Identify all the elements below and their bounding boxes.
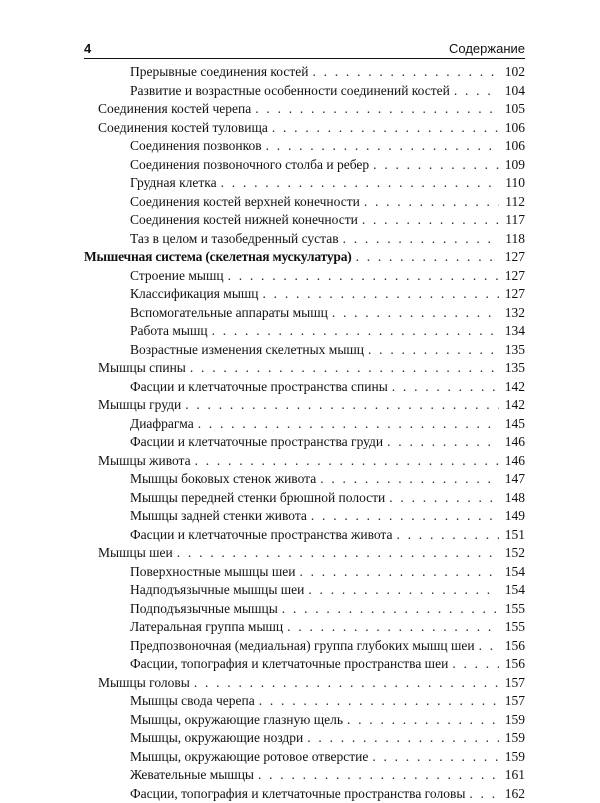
toc-entry[interactable] [84, 452, 525, 471]
toc-entry-title: Фасции и клетчаточные пространства спины [130, 378, 388, 397]
toc-entry[interactable] [84, 378, 525, 397]
toc-entry-page: 135 [503, 359, 525, 378]
dot-leader [373, 156, 499, 175]
toc-entry-page: 110 [503, 174, 525, 193]
toc-entry[interactable] [84, 415, 525, 434]
dot-leader [255, 100, 499, 119]
section-title: Содержание [449, 42, 525, 56]
toc-entry-title: Мышцы, окружающие ротовое отверстие [130, 748, 368, 767]
toc-entry-page: 147 [503, 470, 525, 489]
toc-entry-page: 106 [503, 137, 525, 156]
toc-entry-title: Прерывные соединения костей [130, 63, 308, 82]
dot-leader [185, 396, 499, 415]
toc-entry[interactable] [84, 433, 525, 452]
toc-entry-page: 157 [503, 692, 525, 711]
toc-entry-page: 156 [503, 655, 525, 674]
toc-entry[interactable] [84, 544, 525, 563]
dot-leader [347, 711, 499, 730]
toc-entry[interactable] [84, 193, 525, 212]
toc-entry-title: Мышцы, окружающие глазную щель [130, 711, 343, 730]
toc-entry-page: 159 [503, 711, 525, 730]
toc-entry[interactable] [84, 137, 525, 156]
toc-entry-title: Развитие и возрастные особенности соединений костей [130, 82, 450, 101]
toc-entry-title: Мышцы живота [98, 452, 191, 471]
toc-entry-page: 109 [503, 156, 525, 175]
dot-leader [364, 193, 499, 212]
dot-leader [397, 526, 500, 545]
toc-entry[interactable] [84, 82, 525, 101]
dot-leader [194, 674, 499, 693]
dot-leader [282, 600, 499, 619]
toc-entry[interactable] [84, 119, 525, 138]
toc-entry[interactable] [84, 248, 525, 267]
toc-entry-title: Таз в целом и тазобедренный сустав [130, 230, 339, 249]
toc-entry[interactable] [84, 322, 525, 341]
dot-leader [263, 285, 499, 304]
dot-leader [392, 378, 499, 397]
toc-entry-title: Мышцы головы [98, 674, 190, 693]
dot-leader [311, 507, 499, 526]
toc-entry[interactable] [84, 211, 525, 230]
toc-entry[interactable] [84, 766, 525, 785]
toc-entry-page: 142 [503, 396, 525, 415]
toc-entry-page: 156 [503, 637, 525, 656]
toc-entry-title: Надподъязычные мышцы шеи [130, 581, 304, 600]
toc-entry-title: Строение мышц [130, 267, 224, 286]
toc-entry-title: Подподъязычные мышцы [130, 600, 278, 619]
dot-leader [308, 581, 499, 600]
dot-leader [332, 304, 499, 323]
dot-leader [452, 655, 499, 674]
dot-leader [228, 267, 499, 286]
toc-entry-page: 146 [503, 433, 525, 452]
toc-entry-title: Диафрагма [130, 415, 194, 434]
dot-leader [221, 174, 499, 193]
toc-entry[interactable] [84, 581, 525, 600]
dot-leader [356, 248, 499, 267]
dot-leader [387, 433, 499, 452]
toc-entry-title: Мышцы груди [98, 396, 181, 415]
toc-entry[interactable] [84, 785, 525, 803]
dot-leader [190, 359, 499, 378]
toc-entry-title: Фасции и клетчаточные пространства груди [130, 433, 383, 452]
toc-entry[interactable] [84, 711, 525, 730]
dot-leader [258, 766, 499, 785]
dot-leader [198, 415, 499, 434]
toc-entry-page: 157 [503, 674, 525, 693]
dot-leader [454, 82, 499, 101]
toc-entry[interactable] [84, 63, 525, 82]
toc-entry-page: 155 [503, 618, 525, 637]
toc-entry-title: Фасции, топография и клетчаточные пространства головы [130, 785, 465, 803]
toc-entry-title: Соединения костей верхней конечности [130, 193, 360, 212]
toc-entry[interactable] [84, 637, 525, 656]
toc-entry[interactable] [84, 600, 525, 619]
toc-entry-page: 148 [503, 489, 525, 508]
dot-leader [389, 489, 499, 508]
toc-entry[interactable] [84, 341, 525, 360]
toc-entry-title: Грудная клетка [130, 174, 217, 193]
dot-leader [372, 748, 499, 767]
toc-entry-page: 146 [503, 452, 525, 471]
toc-entry-page: 118 [503, 230, 525, 249]
toc-entry[interactable] [84, 748, 525, 767]
toc-entry-title: Предпозвоночная (медиальная) группа глубоких мышц шеи [130, 637, 475, 656]
toc-entry-title: Классификация мышц [130, 285, 259, 304]
toc-entry-title: Мышцы боковых стенок живота [130, 470, 316, 489]
toc-entry-page: 159 [503, 748, 525, 767]
toc-entry-page: 162 [503, 785, 525, 803]
toc-entry-page: 127 [503, 267, 525, 286]
toc-entry-title: Фасции, топография и клетчаточные пространства шеи [130, 655, 448, 674]
toc-entry[interactable] [84, 304, 525, 323]
toc-entry-title: Соединения позвоночного столба и ребер [130, 156, 369, 175]
toc-entry-page: 145 [503, 415, 525, 434]
dot-leader [343, 230, 499, 249]
toc-entry-title: Мышечная система (скелетная мускулатура) [84, 248, 352, 267]
toc-entry[interactable] [84, 729, 525, 748]
toc-entry-title: Мышцы задней стенки живота [130, 507, 307, 526]
dot-leader [259, 692, 499, 711]
dot-leader [177, 544, 499, 563]
toc-entry-page: 155 [503, 600, 525, 619]
toc-entry-page: 102 [503, 63, 525, 82]
toc-entry-title: Жевательные мышцы [130, 766, 254, 785]
toc-entry-page: 104 [503, 82, 525, 101]
toc-entry[interactable] [84, 692, 525, 711]
toc-entry-page: 159 [503, 729, 525, 748]
toc-entry[interactable] [84, 618, 525, 637]
toc-entry-page: 152 [503, 544, 525, 563]
toc-entry-page: 154 [503, 563, 525, 582]
toc-entry-title: Работа мышц [130, 322, 208, 341]
toc-entry[interactable] [84, 396, 525, 415]
page-number: 4 [84, 42, 91, 56]
dot-leader [287, 618, 499, 637]
toc-entry-page: 105 [503, 100, 525, 119]
dot-leader [312, 63, 499, 82]
toc-entry[interactable] [84, 489, 525, 508]
table-of-contents [84, 63, 525, 803]
toc-entry-title: Мышцы спины [98, 359, 186, 378]
header-rule [84, 58, 525, 59]
toc-entry-title: Соединения костей туловища [98, 119, 268, 138]
toc-entry[interactable] [84, 230, 525, 249]
toc-entry-page: 106 [503, 119, 525, 138]
toc-entry-title: Соединения позвонков [130, 137, 262, 156]
toc-entry-title: Соединения костей нижней конечности [130, 211, 358, 230]
toc-entry[interactable] [84, 526, 525, 545]
toc-entry-title: Мышцы свода черепа [130, 692, 255, 711]
toc-entry[interactable] [84, 359, 525, 378]
dot-leader [272, 119, 499, 138]
dot-leader [479, 637, 499, 656]
dot-leader [320, 470, 499, 489]
toc-entry-page: 112 [503, 193, 525, 212]
dot-leader [368, 341, 499, 360]
toc-entry[interactable] [84, 655, 525, 674]
toc-entry-title: Мышцы, окружающие ноздри [130, 729, 303, 748]
toc-entry-title: Соединения костей черепа [98, 100, 251, 119]
toc-entry-page: 135 [503, 341, 525, 360]
toc-entry-page: 154 [503, 581, 525, 600]
toc-entry-page: 151 [503, 526, 525, 545]
toc-entry-title: Поверхностные мышцы шеи [130, 563, 295, 582]
toc-entry-title: Фасции и клетчаточные пространства живота [130, 526, 393, 545]
toc-entry[interactable] [84, 470, 525, 489]
toc-entry-page: 149 [503, 507, 525, 526]
toc-entry-title: Латеральная группа мышц [130, 618, 283, 637]
toc-entry[interactable] [84, 267, 525, 286]
toc-entry[interactable] [84, 100, 525, 119]
toc-entry-page: 142 [503, 378, 525, 397]
toc-entry[interactable] [84, 156, 525, 175]
toc-entry[interactable] [84, 174, 525, 193]
toc-entry-page: 127 [503, 248, 525, 267]
dot-leader [307, 729, 499, 748]
dot-leader [299, 563, 499, 582]
toc-entry-page: 161 [503, 766, 525, 785]
toc-entry-title: Возрастные изменения скелетных мышц [130, 341, 364, 360]
dot-leader [195, 452, 499, 471]
dot-leader [266, 137, 499, 156]
toc-entry[interactable] [84, 507, 525, 526]
toc-entry-title: Мышцы шеи [98, 544, 173, 563]
dot-leader [469, 785, 499, 803]
running-header [84, 42, 525, 56]
toc-entry[interactable] [84, 285, 525, 304]
toc-entry-title: Мышцы передней стенки брюшной полости [130, 489, 385, 508]
toc-entry-page: 132 [503, 304, 525, 323]
toc-entry-page: 127 [503, 285, 525, 304]
toc-entry[interactable] [84, 563, 525, 582]
dot-leader [362, 211, 499, 230]
dot-leader [212, 322, 499, 341]
toc-entry[interactable] [84, 674, 525, 693]
toc-entry-page: 134 [503, 322, 525, 341]
toc-entry-page: 117 [503, 211, 525, 230]
toc-entry-title: Вспомогательные аппараты мышц [130, 304, 328, 323]
